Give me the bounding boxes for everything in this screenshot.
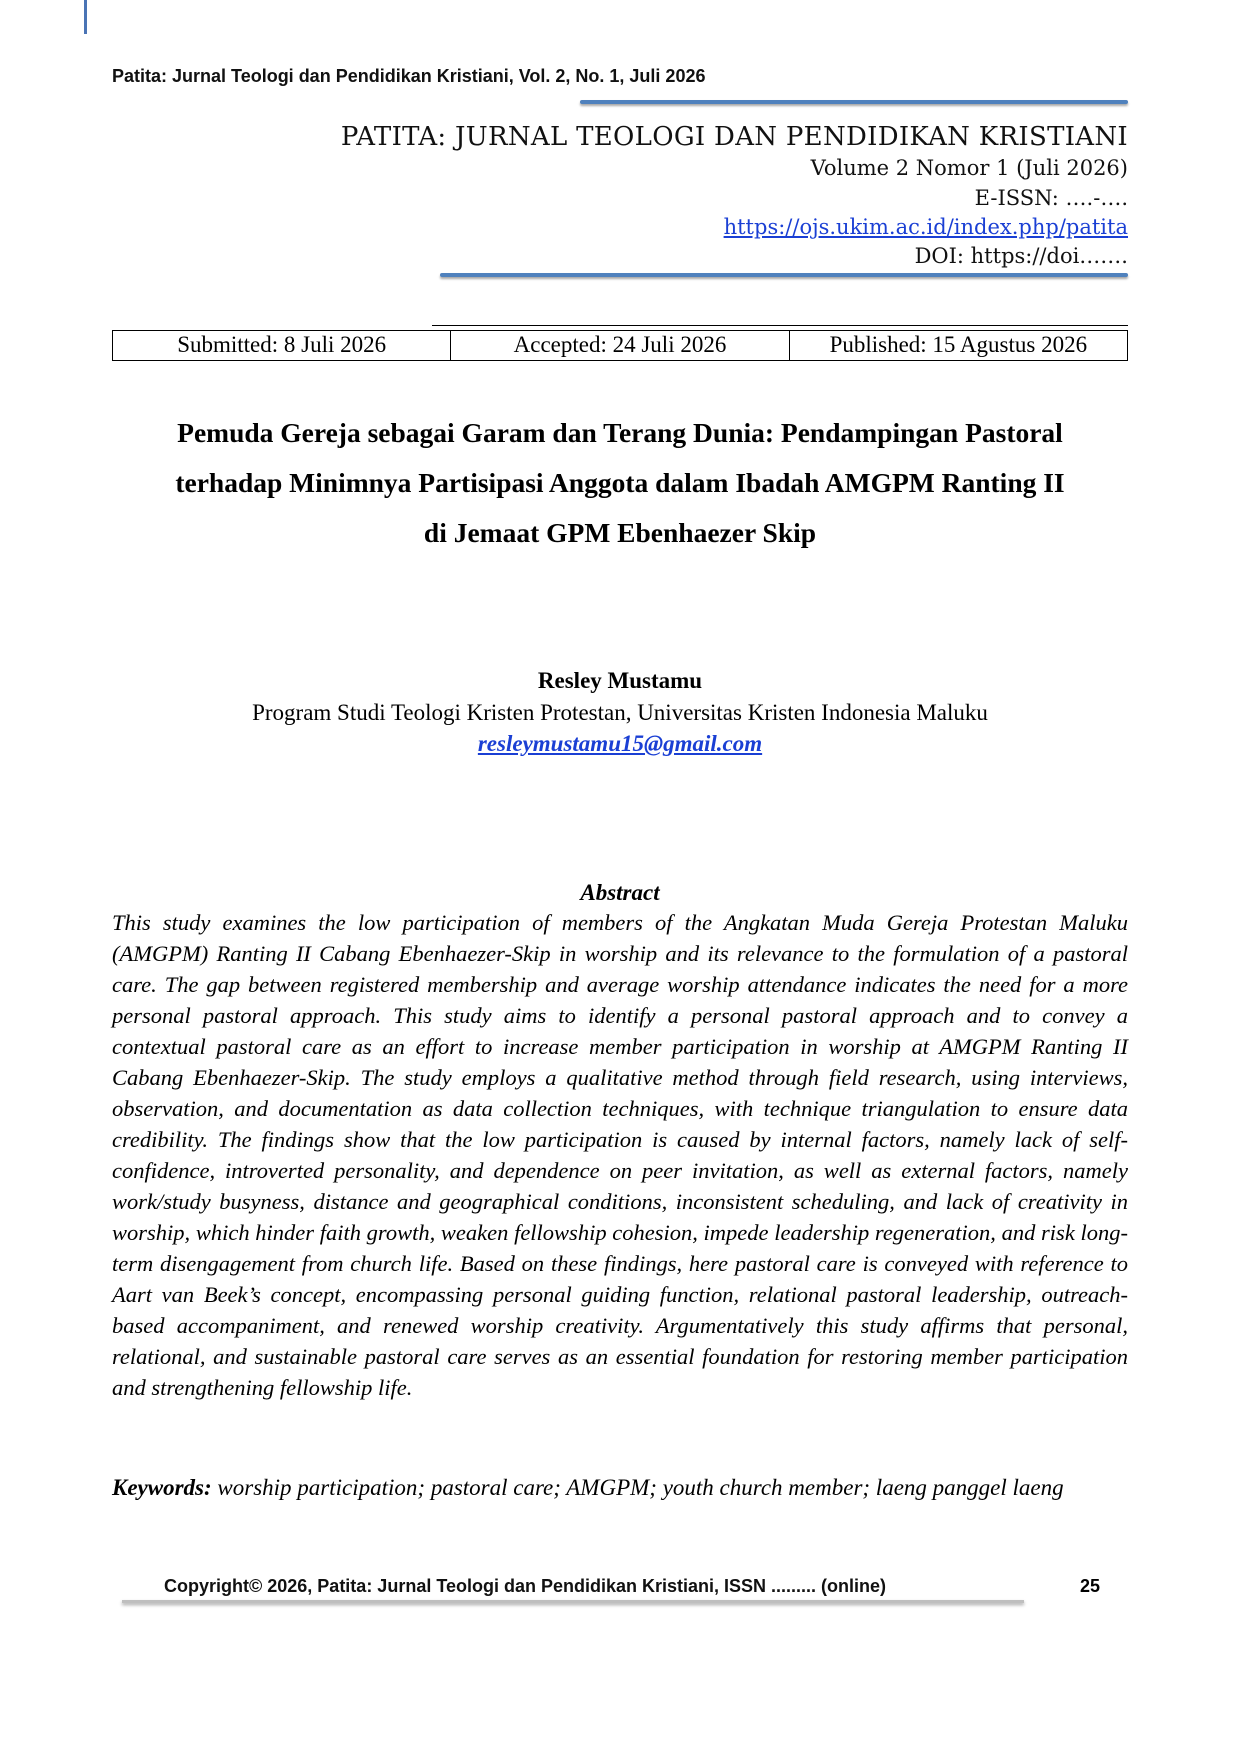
dates-top-rule — [432, 325, 1128, 326]
date-accepted: Accepted: 24 Juli 2026 — [451, 331, 789, 361]
date-published: Published: 15 Agustus 2026 — [789, 331, 1127, 361]
abstract-heading: Abstract — [580, 880, 660, 905]
paper-title-line-1: Pemuda Gereja sebagai Garam dan Terang Dunia: Pendampingan Pastoral — [177, 417, 1063, 448]
author-email-link[interactable]: resleymustamu15@gmail.com — [477, 731, 763, 756]
journal-url[interactable] — [724, 215, 1128, 239]
footer-copyright: Copyright© 2026, Patita: Jurnal Teologi dan Pendidikan Kristiani, ISSN ......... (online) — [164, 1576, 887, 1596]
author-affiliation: Program Studi Teologi Kristen Protestan, Universitas Kristen Indonesia Maluku — [252, 700, 988, 725]
header-rule-top — [580, 100, 1128, 104]
journal-eissn: E-ISSN: ….-…. — [974, 186, 1128, 210]
keywords-text: worship participation; pastoral care; AMGPM; youth church member; laeng panggel laeng — [217, 1475, 1064, 1500]
keywords-label: Keywords: — [112, 1475, 212, 1500]
date-submitted: Submitted: 8 Juli 2026 — [113, 331, 451, 361]
author-name: Resley Mustamu — [537, 668, 703, 693]
margin-mark — [84, 0, 87, 34]
paper-title — [112, 408, 1128, 558]
dates-table — [112, 330, 1128, 361]
journal-volume: Volume 2 Nomor 1 (Juli 2026) — [810, 156, 1128, 180]
header-rule-bottom — [440, 273, 1128, 277]
paper-title-line-3: di Jemaat GPM Ebenhaezer Skip — [423, 517, 817, 548]
running-head: Patita: Jurnal Teologi dan Pendidikan Kristiani, Vol. 2, No. 1, Juli 2026 — [112, 66, 706, 86]
journal-doi: DOI: https://doi……. — [914, 244, 1128, 268]
paper-title-line-2: terhadap Minimnya Partisipasi Anggota dalam Ibadah AMGPM Ranting II — [175, 467, 1065, 498]
author-email[interactable] — [112, 731, 1128, 757]
journal-url-link[interactable]: https://ojs.ukim.ac.id/index.php/patita — [723, 215, 1128, 239]
abstract-text: This study examines the low participation of members of the Angkatan Muda Gereja Protestan Maluku (AMGPM) Ranting II Cabang Ebenhaezer-Skip in worship and its relevance to the formulation of a pastoral care. The gap between registered membership and average worship attendance indicates the need for a more personal pastoral approach. This study aims to identify a personal pastoral approach and to convey a contextual pastoral care as an effort to increase member participation in worship at AMGPM Ranting II Cabang Ebenhaezer-Skip. The study employs a qualitative method through field research, using interviews, observation, and documentation as data collection techniques, with technique triangulation to ensure data credibility. The findings show that the low participation is caused by internal factors, namely lack of self-confidence, introverted personality, and dependence on peer invitation, as well as external factors, namely work/study busyness, distance and geographical conditions, inconsistent scheduling, and lack of creativity in worship, which hinder faith growth, weaken fellowship cohesion, impede leadership regeneration, and risk long-term disengagement from church life. Based on these findings, here pastoral care is conveyed with reference to Aart van Beek’s concept, encompassing personal guiding function, relational pastoral leadership, outreach-based accompaniment, and renewed worship creativity. Argumentatively this study affirms that personal, relational, and sustainable pastoral care serves as an essential foundation for restoring member participation and strengthening fellowship life. — [112, 910, 1128, 1400]
footer-rule — [122, 1600, 1024, 1603]
page-number: 25 — [1080, 1576, 1101, 1596]
journal-name: PATITA: JURNAL TEOLOGI DAN PENDIDIKAN KRISTIANI — [340, 122, 1128, 152]
keywords — [112, 1472, 1128, 1503]
